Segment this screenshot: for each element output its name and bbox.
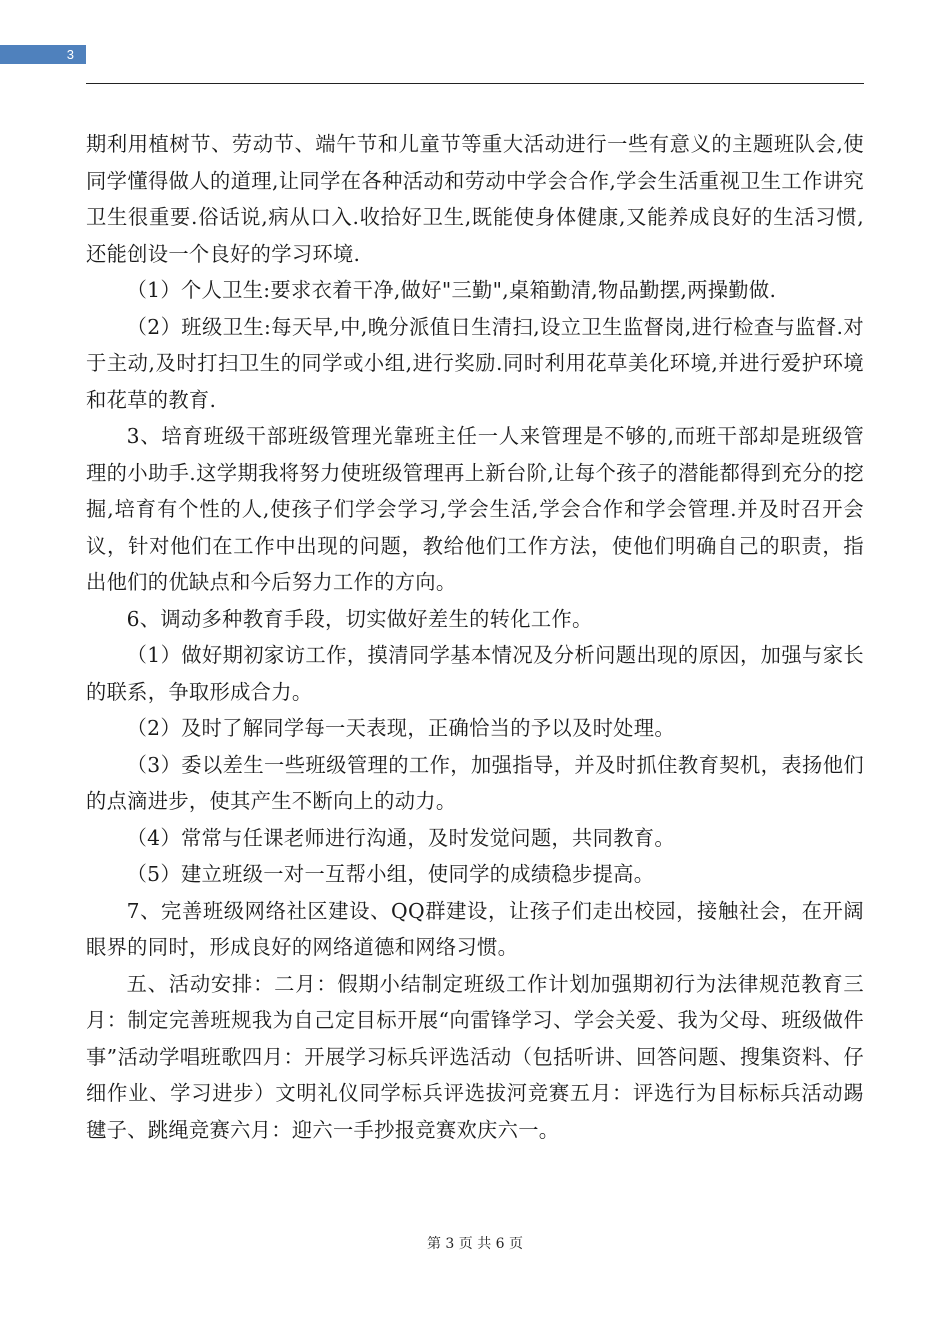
paragraph-class-hygiene: （2）班级卫生:每天早,中,晚分派值日生清扫,设立卫生监督岗,进行检查与监督.对于主动,及时打扫卫生的同学或小组,进行奖励.同时利用花草美化环境,并进行爱护环境和花草的教育. [86,314,864,412]
paragraph-item-6-2: （2）及时了解同学每一天表现，正确恰当的予以及时处理。 [126,716,675,740]
paragraph-item-6: 6、调动多种教育手段，切实做好差生的转化工作。 [126,606,593,631]
page-footer: 第 3 页 共 6 页 [426,1236,524,1252]
document-body [86,126,864,1148]
header-rule [86,83,864,84]
paragraph-activity-schedule: 五、活动安排：二月：假期小结制定班级工作计划加强期初行为法律规范教育三月：制定完善班规我为自己定目标开展“向雷锋学习、学会关爱、我为父母、班级做件事”活动学唱班歌四月：开展学习标兵评选活动（包括听讲、回答问题、搜集资料、仔细作业、学习进步）文明礼仪同学标兵评选拔河竞赛五月：评选行为目标标兵活动踢毽子、跳绳竞赛六月：迎六一手抄报竞赛欢庆六一。 [86,971,864,1142]
paragraph-item-6-3: （3）委以差生一些班级管理的工作，加强指导，并及时抓住教育契机，表扬他们的点滴进步，使其产生不断向上的动力。 [86,752,864,813]
paragraph-personal-hygiene: （1）个人卫生:要求衣着干净,做好"三勤",桌箱勤清,物品勤摆,两操勤做. [126,278,777,302]
paragraph-item-6-5: （5）建立班级一对一互帮小组，使同学的成绩稳步提高。 [126,862,655,886]
paragraph-intro: 期利用植树节、劳动节、端午节和儿童节等重大活动进行一些有意义的主题班队会,使同学懂得做人的道理,让同学在各种活动和劳动中学会合作,学会生活重视卫生工作讲究卫生很重要.俗话说,病从口入.收拾好卫生,既能使身体健康,又能养成良好的生活习惯,还能创设一个良好的学习环境. [86,132,864,266]
page-number-tab: 3 [0,45,86,64]
paragraph-class-cadres: 3、培育班级干部班级管理光靠班主任一人来管理是不够的,而班干部却是班级管理的小助手.这学期我将努力使班级管理再上新台阶,让每个孩子的潜能都得到充分的挖掘,培育有个性的人,使孩子们学会学习,学会生活,学会合作和学会管理.并及时召开会议，针对他们在工作中出现的问题，教给他们工作方法，使他们明确自己的职责，指出他们的优缺点和今后努力工作的方向。 [86,424,864,594]
paragraph-item-6-4: （4）常常与任课老师进行沟通，及时发觉问题，共同教育。 [126,825,675,850]
paragraph-item-6-1: （1）做好期初家访工作，摸清同学基本情况及分析问题出现的原因，加强与家长的联系，争取形成合力。 [86,643,864,704]
paragraph-item-7: 7、完善班级网络社区建设、QQ群建设，让孩子们走出校园，接触社会，在开阔眼界的同时，形成良好的网络道德和网络习惯。 [86,898,864,959]
